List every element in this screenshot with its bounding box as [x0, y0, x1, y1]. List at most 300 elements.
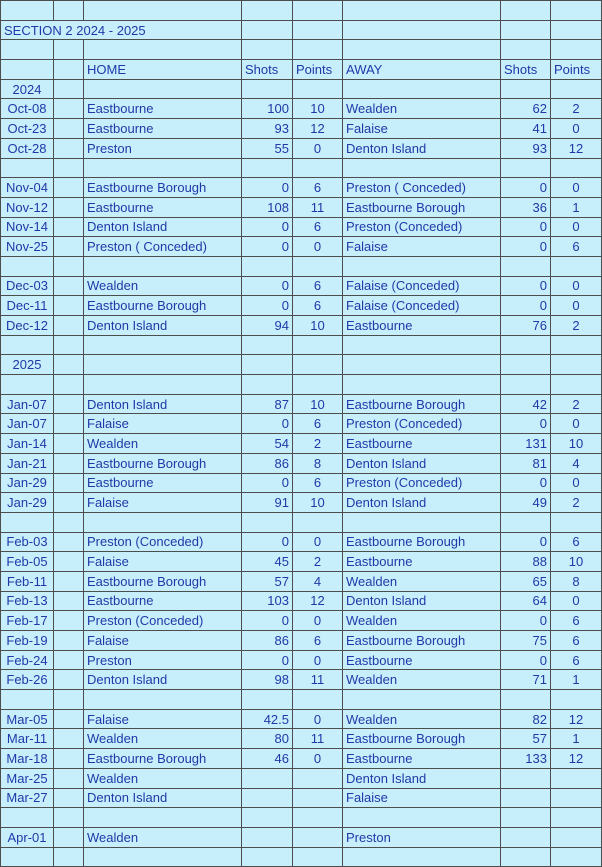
home-shots[interactable]: 0	[242, 414, 293, 434]
empty-cell[interactable]	[1, 335, 54, 355]
home-points[interactable]: 6	[293, 178, 343, 198]
home-shots[interactable]: 100	[242, 99, 293, 119]
home-team[interactable]: Eastbourne	[84, 591, 242, 611]
empty-cell[interactable]	[1, 690, 54, 710]
home-points[interactable]: 12	[293, 591, 343, 611]
home-shots[interactable]: 0	[242, 296, 293, 316]
away-shots[interactable]: 0	[501, 178, 551, 198]
empty-spacer-cell[interactable]	[54, 729, 84, 749]
empty-cell[interactable]	[293, 512, 343, 532]
away-shots[interactable]	[501, 768, 551, 788]
home-shots[interactable]: 87	[242, 394, 293, 414]
home-points[interactable]: 8	[293, 453, 343, 473]
home-team[interactable]: Denton Island	[84, 394, 242, 414]
away-shots[interactable]: 0	[501, 473, 551, 493]
home-points[interactable]: 0	[293, 611, 343, 631]
away-team[interactable]: Preston (Conceded)	[343, 473, 501, 493]
home-shots[interactable]: 80	[242, 729, 293, 749]
empty-cell[interactable]	[1, 1, 54, 21]
match-date[interactable]: Feb-24	[1, 650, 54, 670]
home-team[interactable]: Falaise	[84, 414, 242, 434]
away-team[interactable]: Eastbourne Borough	[343, 729, 501, 749]
empty-spacer-cell[interactable]	[54, 296, 84, 316]
away-points[interactable]: 10	[551, 434, 602, 454]
home-points[interactable]: 0	[293, 237, 343, 257]
away-points[interactable]	[551, 788, 602, 808]
empty-cell[interactable]	[54, 158, 84, 178]
match-date[interactable]: Nov-14	[1, 217, 54, 237]
match-date[interactable]: Feb-11	[1, 571, 54, 591]
home-team[interactable]: Falaise	[84, 709, 242, 729]
empty-cell[interactable]	[501, 808, 551, 828]
home-header[interactable]: HOME	[84, 60, 242, 80]
home-shots[interactable]: 0	[242, 532, 293, 552]
home-points[interactable]: 2	[293, 552, 343, 572]
match-date[interactable]: Mar-11	[1, 729, 54, 749]
away-shots[interactable]: 133	[501, 749, 551, 769]
home-points[interactable]: 10	[293, 99, 343, 119]
away-points[interactable]: 0	[551, 276, 602, 296]
away-team[interactable]: Falaise	[343, 788, 501, 808]
away-shots[interactable]: 81	[501, 453, 551, 473]
home-team[interactable]: Preston (Conceded)	[84, 532, 242, 552]
away-team[interactable]: Eastbourne	[343, 552, 501, 572]
empty-cell[interactable]	[242, 847, 293, 867]
home-team[interactable]: Wealden	[84, 276, 242, 296]
away-shots[interactable]: 88	[501, 552, 551, 572]
empty-cell[interactable]	[54, 256, 84, 276]
away-points[interactable]: 2	[551, 99, 602, 119]
empty-spacer-cell[interactable]	[54, 276, 84, 296]
empty-spacer-cell[interactable]	[54, 197, 84, 217]
home-shots[interactable]	[242, 827, 293, 847]
away-shots[interactable]: 62	[501, 99, 551, 119]
empty-cell[interactable]	[242, 1, 293, 21]
away-shots[interactable]: 49	[501, 493, 551, 513]
home-points[interactable]: 6	[293, 217, 343, 237]
home-points[interactable]: 11	[293, 670, 343, 690]
away-points[interactable]: 12	[551, 709, 602, 729]
empty-cell[interactable]	[343, 79, 501, 99]
home-team[interactable]: Eastbourne Borough	[84, 749, 242, 769]
away-shots[interactable]: 71	[501, 670, 551, 690]
away-shots[interactable]: 57	[501, 729, 551, 749]
match-date[interactable]: Apr-01	[1, 827, 54, 847]
home-team[interactable]: Wealden	[84, 768, 242, 788]
empty-cell[interactable]	[293, 335, 343, 355]
home-shots[interactable]: 0	[242, 473, 293, 493]
away-team[interactable]: Preston	[343, 827, 501, 847]
empty-cell[interactable]	[501, 335, 551, 355]
empty-cell[interactable]	[84, 512, 242, 532]
empty-cell[interactable]	[551, 335, 602, 355]
empty-cell[interactable]	[551, 40, 602, 60]
away-team[interactable]: Eastbourne Borough	[343, 532, 501, 552]
home-points[interactable]: 6	[293, 296, 343, 316]
sheet-title[interactable]: SECTION 2 2024 - 2025	[1, 20, 242, 40]
empty-shots-cell[interactable]	[501, 20, 551, 40]
match-date[interactable]: Feb-05	[1, 552, 54, 572]
home-shots[interactable]: 0	[242, 217, 293, 237]
away-team[interactable]: Falaise	[343, 119, 501, 139]
away-shots[interactable]	[501, 788, 551, 808]
away-shots[interactable]: 65	[501, 571, 551, 591]
away-points[interactable]: 4	[551, 453, 602, 473]
empty-cell[interactable]	[293, 847, 343, 867]
away-shots[interactable]: 75	[501, 631, 551, 651]
empty-cell[interactable]	[84, 847, 242, 867]
empty-spacer-cell[interactable]	[54, 473, 84, 493]
empty-cell[interactable]	[293, 256, 343, 276]
empty-cell[interactable]	[54, 690, 84, 710]
match-date[interactable]: Dec-11	[1, 296, 54, 316]
empty-cell[interactable]	[293, 355, 343, 375]
away-shots[interactable]: 76	[501, 316, 551, 336]
empty-cell[interactable]	[84, 355, 242, 375]
home-team[interactable]: Eastbourne	[84, 197, 242, 217]
away-shots[interactable]: 0	[501, 237, 551, 257]
home-team[interactable]: Preston	[84, 138, 242, 158]
empty-cell[interactable]	[501, 355, 551, 375]
empty-cell[interactable]	[551, 690, 602, 710]
home-shots[interactable]: 86	[242, 631, 293, 651]
home-shots[interactable]: 0	[242, 276, 293, 296]
match-date[interactable]: Oct-28	[1, 138, 54, 158]
empty-cell[interactable]	[242, 690, 293, 710]
away-shots[interactable]: 36	[501, 197, 551, 217]
empty-cell[interactable]	[54, 1, 84, 21]
empty-cell[interactable]	[242, 256, 293, 276]
year-label[interactable]: 2024	[1, 79, 54, 99]
home-team[interactable]: Eastbourne	[84, 99, 242, 119]
empty-cell[interactable]	[1, 158, 54, 178]
match-date[interactable]: Oct-23	[1, 119, 54, 139]
home-points[interactable]: 4	[293, 571, 343, 591]
empty-cell[interactable]	[242, 808, 293, 828]
empty-spacer-cell[interactable]	[54, 768, 84, 788]
empty-cell[interactable]	[293, 40, 343, 60]
away-shots[interactable]: 41	[501, 119, 551, 139]
away-points[interactable]: 0	[551, 217, 602, 237]
home-points[interactable]: 6	[293, 414, 343, 434]
empty-cell[interactable]	[501, 256, 551, 276]
home-points[interactable]: 0	[293, 650, 343, 670]
home-team[interactable]: Preston (Conceded)	[84, 611, 242, 631]
away-team[interactable]: Wealden	[343, 571, 501, 591]
empty-cell[interactable]	[293, 808, 343, 828]
empty-spacer-cell[interactable]	[54, 138, 84, 158]
away-team[interactable]: Denton Island	[343, 453, 501, 473]
away-team[interactable]: Eastbourne	[343, 650, 501, 670]
away-team[interactable]: Wealden	[343, 99, 501, 119]
away-points[interactable]: 0	[551, 473, 602, 493]
away-points[interactable]: 0	[551, 591, 602, 611]
home-team[interactable]: Wealden	[84, 434, 242, 454]
empty-cell[interactable]	[242, 79, 293, 99]
away-points[interactable]	[551, 768, 602, 788]
match-date[interactable]: Feb-26	[1, 670, 54, 690]
empty-spacer-cell[interactable]	[54, 99, 84, 119]
empty-spacer-cell[interactable]	[54, 237, 84, 257]
home-shots[interactable]: 45	[242, 552, 293, 572]
away-team[interactable]: Eastbourne	[343, 434, 501, 454]
empty-cell[interactable]	[551, 808, 602, 828]
empty-cell[interactable]	[551, 355, 602, 375]
empty-spacer-cell[interactable]	[54, 60, 84, 80]
home-points[interactable]: 6	[293, 473, 343, 493]
home-shots[interactable]: 91	[242, 493, 293, 513]
away-points[interactable]: 12	[551, 749, 602, 769]
home-shots-header[interactable]: Shots	[242, 60, 293, 80]
empty-cell[interactable]	[501, 1, 551, 21]
away-team[interactable]: Preston (Conceded)	[343, 217, 501, 237]
away-points[interactable]: 2	[551, 316, 602, 336]
empty-cell[interactable]	[54, 847, 84, 867]
home-shots[interactable]: 0	[242, 237, 293, 257]
empty-cell[interactable]	[551, 79, 602, 99]
empty-spacer-cell[interactable]	[54, 591, 84, 611]
empty-cell[interactable]	[54, 355, 84, 375]
empty-cell[interactable]	[343, 335, 501, 355]
empty-cell[interactable]	[501, 375, 551, 395]
home-points[interactable]: 2	[293, 434, 343, 454]
home-team[interactable]: Preston ( Conceded)	[84, 237, 242, 257]
empty-cell[interactable]	[551, 375, 602, 395]
away-team[interactable]: Preston ( Conceded)	[343, 178, 501, 198]
away-team[interactable]: Denton Island	[343, 591, 501, 611]
home-team[interactable]: Denton Island	[84, 670, 242, 690]
away-shots[interactable]: 0	[501, 276, 551, 296]
away-team[interactable]: Wealden	[343, 611, 501, 631]
away-points[interactable]: 6	[551, 237, 602, 257]
away-team[interactable]: Eastbourne Borough	[343, 197, 501, 217]
empty-cell[interactable]	[343, 40, 501, 60]
away-team[interactable]: Falaise (Conceded)	[343, 276, 501, 296]
home-points-header[interactable]: Points	[293, 60, 343, 80]
empty-cell[interactable]	[343, 355, 501, 375]
empty-cell[interactable]	[293, 158, 343, 178]
empty-cell[interactable]	[293, 79, 343, 99]
match-date[interactable]: Feb-17	[1, 611, 54, 631]
match-date[interactable]: Mar-18	[1, 749, 54, 769]
home-points[interactable]: 0	[293, 709, 343, 729]
match-date[interactable]: Jan-07	[1, 414, 54, 434]
match-date[interactable]: Jan-14	[1, 434, 54, 454]
empty-cell[interactable]	[501, 158, 551, 178]
empty-cell[interactable]	[343, 1, 501, 21]
empty-cell[interactable]	[242, 40, 293, 60]
match-date[interactable]: Jan-07	[1, 394, 54, 414]
empty-cell[interactable]	[501, 690, 551, 710]
away-shots[interactable]: 0	[501, 611, 551, 631]
away-team[interactable]: Preston (Conceded)	[343, 414, 501, 434]
away-points[interactable]: 0	[551, 119, 602, 139]
away-team[interactable]: Wealden	[343, 670, 501, 690]
empty-cell[interactable]	[501, 512, 551, 532]
home-points[interactable]: 10	[293, 394, 343, 414]
home-points[interactable]: 11	[293, 197, 343, 217]
away-points[interactable]: 1	[551, 729, 602, 749]
away-shots[interactable]: 82	[501, 709, 551, 729]
away-team[interactable]: Eastbourne Borough	[343, 394, 501, 414]
empty-cell[interactable]	[84, 40, 242, 60]
away-points-header[interactable]: Points	[551, 60, 602, 80]
away-points[interactable]: 6	[551, 611, 602, 631]
match-date[interactable]: Nov-25	[1, 237, 54, 257]
home-team[interactable]: Wealden	[84, 827, 242, 847]
home-shots[interactable]: 55	[242, 138, 293, 158]
empty-cell[interactable]	[343, 847, 501, 867]
away-points[interactable]: 1	[551, 670, 602, 690]
empty-spacer-cell[interactable]	[54, 316, 84, 336]
away-header[interactable]: AWAY	[343, 60, 501, 80]
home-points[interactable]	[293, 768, 343, 788]
empty-cell[interactable]	[84, 79, 242, 99]
home-team[interactable]: Preston	[84, 650, 242, 670]
empty-cell[interactable]	[293, 375, 343, 395]
empty-cell[interactable]	[54, 375, 84, 395]
home-points[interactable]: 11	[293, 729, 343, 749]
empty-cell[interactable]	[551, 1, 602, 21]
home-shots[interactable]: 57	[242, 571, 293, 591]
empty-spacer-cell[interactable]	[54, 571, 84, 591]
empty-spacer-cell[interactable]	[54, 414, 84, 434]
match-date[interactable]: Feb-03	[1, 532, 54, 552]
empty-spacer-cell[interactable]	[54, 709, 84, 729]
away-points[interactable]: 10	[551, 552, 602, 572]
away-team[interactable]: Falaise (Conceded)	[343, 296, 501, 316]
home-shots[interactable]: 103	[242, 591, 293, 611]
empty-cell[interactable]	[551, 256, 602, 276]
away-shots[interactable]: 0	[501, 217, 551, 237]
match-date[interactable]: Mar-25	[1, 768, 54, 788]
away-points[interactable]: 2	[551, 493, 602, 513]
home-points[interactable]: 0	[293, 532, 343, 552]
empty-cell[interactable]	[1, 808, 54, 828]
away-shots[interactable]: 0	[501, 296, 551, 316]
home-points[interactable]: 12	[293, 119, 343, 139]
empty-cell[interactable]	[293, 690, 343, 710]
home-points[interactable]: 10	[293, 493, 343, 513]
away-points[interactable]: 1	[551, 197, 602, 217]
away-points[interactable]: 6	[551, 631, 602, 651]
empty-cell[interactable]	[242, 355, 293, 375]
empty-spacer-cell[interactable]	[54, 631, 84, 651]
away-shots[interactable]: 131	[501, 434, 551, 454]
empty-cell[interactable]	[1, 40, 54, 60]
home-team[interactable]: Eastbourne Borough	[84, 178, 242, 198]
empty-cell[interactable]	[84, 690, 242, 710]
away-points[interactable]: 6	[551, 532, 602, 552]
empty-spacer-cell[interactable]	[54, 552, 84, 572]
empty-points-cell[interactable]	[551, 20, 602, 40]
away-team[interactable]: Eastbourne	[343, 316, 501, 336]
away-points[interactable]: 6	[551, 650, 602, 670]
empty-spacer-cell[interactable]	[54, 434, 84, 454]
empty-cell[interactable]	[551, 512, 602, 532]
away-shots[interactable]	[501, 827, 551, 847]
home-points[interactable]: 0	[293, 138, 343, 158]
home-shots[interactable]: 0	[242, 611, 293, 631]
empty-spacer-cell[interactable]	[54, 119, 84, 139]
empty-cell[interactable]	[343, 375, 501, 395]
empty-cell[interactable]	[1, 847, 54, 867]
empty-shots-cell[interactable]	[242, 20, 293, 40]
empty-cell[interactable]	[242, 335, 293, 355]
home-points[interactable]	[293, 788, 343, 808]
away-points[interactable]: 0	[551, 178, 602, 198]
empty-cell[interactable]	[293, 1, 343, 21]
empty-cell[interactable]	[84, 256, 242, 276]
empty-away-cell[interactable]	[343, 20, 501, 40]
empty-cell[interactable]	[343, 808, 501, 828]
away-team[interactable]: Denton Island	[343, 138, 501, 158]
match-date[interactable]: Nov-04	[1, 178, 54, 198]
away-points[interactable]: 0	[551, 296, 602, 316]
empty-cell[interactable]	[1, 375, 54, 395]
home-team[interactable]: Denton Island	[84, 217, 242, 237]
empty-spacer-cell[interactable]	[54, 453, 84, 473]
empty-cell[interactable]	[1, 512, 54, 532]
empty-cell[interactable]	[54, 808, 84, 828]
away-shots[interactable]: 0	[501, 414, 551, 434]
empty-points-cell[interactable]	[293, 20, 343, 40]
empty-spacer-cell[interactable]	[54, 178, 84, 198]
match-date[interactable]: Dec-12	[1, 316, 54, 336]
away-points[interactable]: 8	[551, 571, 602, 591]
empty-spacer-cell[interactable]	[54, 650, 84, 670]
empty-cell[interactable]	[551, 847, 602, 867]
empty-cell[interactable]	[84, 1, 242, 21]
empty-cell[interactable]	[242, 375, 293, 395]
away-team[interactable]: Denton Island	[343, 493, 501, 513]
match-date[interactable]: Jan-21	[1, 453, 54, 473]
empty-spacer-cell[interactable]	[54, 394, 84, 414]
home-points[interactable]: 6	[293, 631, 343, 651]
empty-cell[interactable]	[501, 40, 551, 60]
home-team[interactable]: Falaise	[84, 631, 242, 651]
empty-cell[interactable]	[84, 335, 242, 355]
empty-spacer-cell[interactable]	[54, 670, 84, 690]
empty-spacer-cell[interactable]	[54, 217, 84, 237]
away-shots[interactable]: 0	[501, 650, 551, 670]
away-points[interactable]	[551, 827, 602, 847]
empty-spacer-cell[interactable]	[54, 611, 84, 631]
match-date[interactable]: Feb-19	[1, 631, 54, 651]
home-shots[interactable]	[242, 788, 293, 808]
empty-cell[interactable]	[242, 512, 293, 532]
away-shots[interactable]: 0	[501, 532, 551, 552]
home-shots[interactable]: 94	[242, 316, 293, 336]
match-date[interactable]: Jan-29	[1, 493, 54, 513]
match-date[interactable]: Mar-27	[1, 788, 54, 808]
empty-cell[interactable]	[501, 79, 551, 99]
empty-spacer-cell[interactable]	[54, 788, 84, 808]
home-shots[interactable]: 0	[242, 178, 293, 198]
empty-cell[interactable]	[54, 335, 84, 355]
year-label[interactable]: 2025	[1, 355, 54, 375]
home-points[interactable]: 10	[293, 316, 343, 336]
empty-cell[interactable]	[343, 512, 501, 532]
home-shots[interactable]: 108	[242, 197, 293, 217]
home-shots[interactable]: 93	[242, 119, 293, 139]
home-team[interactable]: Eastbourne	[84, 473, 242, 493]
home-team[interactable]: Eastbourne Borough	[84, 571, 242, 591]
home-points[interactable]	[293, 827, 343, 847]
home-shots[interactable]: 0	[242, 650, 293, 670]
match-date[interactable]: Jan-29	[1, 473, 54, 493]
empty-spacer-cell[interactable]	[54, 827, 84, 847]
